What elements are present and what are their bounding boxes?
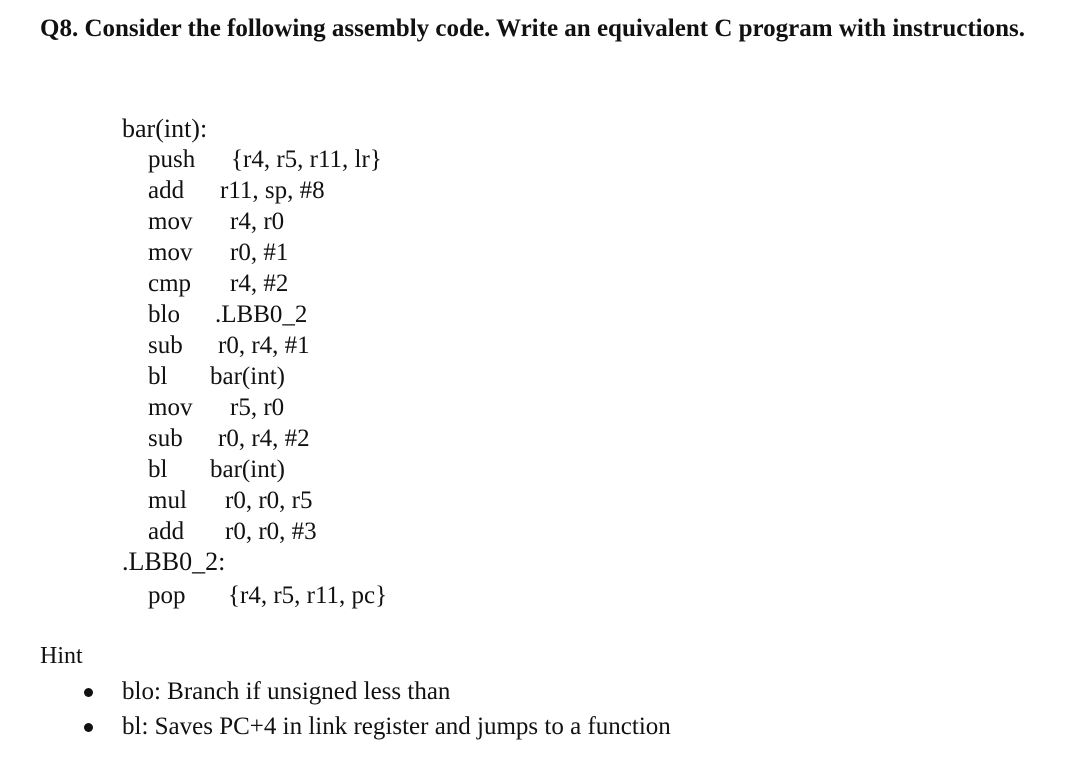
instruction-operands: r11, sp, #8 (220, 177, 325, 204)
instruction-mnemonic: sub (148, 425, 183, 452)
hint-title: Hint (40, 643, 83, 669)
instruction-line (148, 392, 285, 423)
instruction-operands: r0, r4, #2 (218, 425, 310, 452)
instruction-mnemonic: pop (148, 582, 186, 609)
instruction-mnemonic: bl (148, 456, 168, 483)
question-heading: Q8. Consider the following assembly code. Write an equivalent C program with instructions. (40, 15, 1025, 42)
instruction-mnemonic: cmp (148, 270, 192, 297)
instruction-line (148, 237, 289, 268)
instruction-operands: r0, r0, r5 (225, 487, 313, 514)
instruction-line (148, 485, 313, 516)
instruction-mnemonic: mov (148, 394, 193, 421)
hint-item-text: bl: Saves PC+4 in link register and jumps to a function (122, 713, 671, 740)
instruction-operands: r4, r0 (230, 208, 285, 235)
instruction-operands: r0, r4, #1 (218, 332, 310, 359)
bullet-icon (84, 723, 93, 732)
instruction-line (148, 206, 285, 237)
instruction-line (148, 175, 325, 206)
instruction-line (148, 361, 285, 392)
instruction-mnemonic: mul (148, 487, 187, 514)
instruction-line (148, 423, 310, 454)
instruction-line (148, 144, 382, 175)
hint-item-text: blo: Branch if unsigned less than (122, 678, 451, 705)
branch-label: .LBB0_2: (122, 547, 226, 576)
instruction-mnemonic: bl (148, 363, 168, 390)
instruction-line (148, 268, 289, 299)
instruction-mnemonic: sub (148, 332, 183, 359)
instruction-mnemonic: add (148, 177, 185, 204)
instruction-line (148, 516, 317, 547)
instruction-mnemonic: mov (148, 239, 193, 266)
instruction-operands: bar(int) (210, 363, 285, 390)
bullet-icon (84, 688, 93, 697)
instruction-operands: {r4, r5, r11, pc} (228, 582, 388, 609)
instruction-mnemonic: push (148, 146, 196, 173)
instruction-operands: bar(int) (210, 456, 285, 483)
instruction-operands: r5, r0 (230, 394, 285, 421)
instruction-operands: {r4, r5, r11, lr} (231, 146, 382, 173)
instruction-operands: r0, #1 (230, 239, 289, 266)
instruction-line (148, 580, 388, 611)
instruction-line (148, 454, 285, 485)
instruction-mnemonic: add (148, 518, 185, 545)
instruction-operands: r4, #2 (230, 270, 289, 297)
instruction-operands: r0, r0, #3 (225, 518, 317, 545)
instruction-mnemonic: mov (148, 208, 193, 235)
instruction-line (148, 330, 310, 361)
instruction-mnemonic: blo (148, 301, 180, 328)
function-label: bar(int): (122, 114, 208, 143)
instruction-line (148, 299, 308, 330)
instruction-operands: .LBB0_2 (215, 301, 308, 328)
